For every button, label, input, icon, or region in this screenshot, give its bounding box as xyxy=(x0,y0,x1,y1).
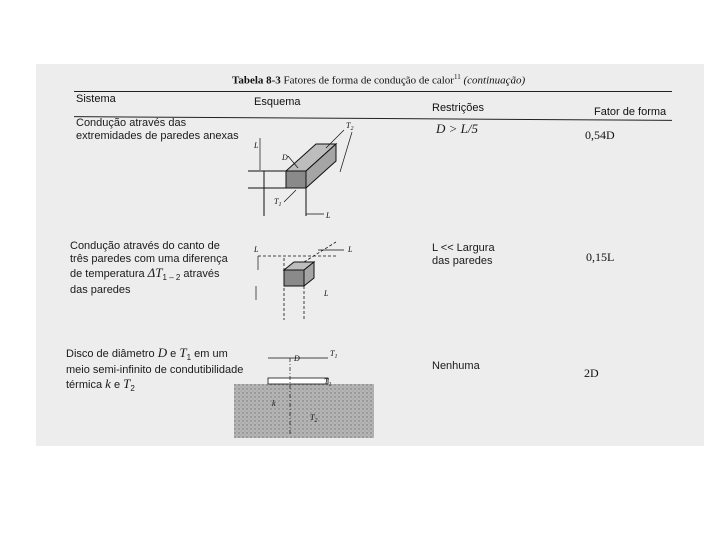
row3-label-T2: $T_2$ xyxy=(310,413,318,424)
row3-fator-value: 2D xyxy=(584,366,599,380)
row2-fator xyxy=(586,250,614,265)
row2-dash-diag xyxy=(304,242,336,262)
row2-label-Lbottom: L xyxy=(324,289,329,298)
table-caption xyxy=(232,73,525,87)
row3-disk xyxy=(268,378,328,384)
row2-restricao-line2: das paredes xyxy=(432,255,493,267)
row2-diagram xyxy=(248,232,368,322)
row2-sistema-line2: três paredes com uma diferença xyxy=(70,253,228,265)
row3-sistema-line1: Disco de diâmetro D e $T_1$ em um xyxy=(66,345,228,363)
row2-sistema-line5: das paredes xyxy=(70,284,131,297)
row2-sistema xyxy=(70,240,228,297)
row3-var-T2: T xyxy=(123,376,131,392)
caption-title: Fatores de forma de condução de calor xyxy=(283,74,454,87)
row3-fator xyxy=(584,366,599,381)
row2-sistema-line1: Condução através do canto de xyxy=(70,240,220,252)
row3-diagram xyxy=(234,344,374,438)
row3-var-T1: T xyxy=(179,345,187,360)
row2-restricao xyxy=(432,242,495,268)
row1-sistema-line1: Condução através das xyxy=(76,117,187,129)
row2-delta: ΔT xyxy=(147,265,163,280)
row2-cube-front xyxy=(284,270,304,286)
row2-delta-sub: 1 – 2 xyxy=(162,273,181,283)
caption-suffix: (continuação) xyxy=(463,74,526,87)
row3-sistema-line2: meio semi-infinito de condutibilidade xyxy=(66,364,244,377)
row1-arrow-T1 xyxy=(284,190,296,202)
header-restricoes: Restrições xyxy=(432,102,484,114)
row1-label-T2: $T_2$ xyxy=(346,121,354,132)
row2-restricao-line1: L << Largura xyxy=(432,242,495,254)
row1-label-Lbottom: L xyxy=(326,211,331,220)
header-fator: Fator de forma xyxy=(594,106,667,118)
row3-label-k: k xyxy=(272,399,276,408)
row1-sistema-line2: extremidades de paredes anexas xyxy=(76,130,239,142)
row1-sistema xyxy=(76,117,239,143)
row3-label-T1top: $T_1$ xyxy=(330,349,338,360)
row1-diagram xyxy=(244,116,374,224)
row3-var-k: k xyxy=(105,376,111,392)
row1-arrow-T2b xyxy=(340,132,352,172)
row1-label-T1: $T_1$ xyxy=(274,197,282,208)
row3-label-T1: $T_1$ xyxy=(324,377,332,388)
row3-label-D: D xyxy=(294,354,300,363)
row2-label-Lright: L xyxy=(348,245,353,254)
row3-sistema-line3: térmica k e $T_2$ xyxy=(66,376,135,394)
header-esquema: Esquema xyxy=(254,96,301,108)
header-sistema: Sistema xyxy=(76,93,116,105)
row1-edge-front xyxy=(286,171,306,188)
row1-restricao: D > L/5 xyxy=(436,121,479,136)
row1-label-D: D xyxy=(282,153,288,162)
row1-label-L: L xyxy=(254,141,259,150)
row3-sistema xyxy=(66,346,243,395)
header-top-rule xyxy=(74,91,672,92)
row1-fator-value: 0,54D xyxy=(585,128,615,142)
caption-number: Tabela 8-3 xyxy=(232,74,281,87)
row3-restricao: Nenhuma xyxy=(432,360,480,372)
row2-label-Lleft: L xyxy=(254,245,259,254)
row2-sistema-line3: de temperatura $\Delta T_{1 - 2}$ através xyxy=(70,265,220,283)
row2-fator-value: 0,15L xyxy=(586,250,615,264)
row1-fator xyxy=(585,128,615,143)
row3-medium xyxy=(234,384,374,438)
row3-var-D: D xyxy=(157,345,168,360)
caption-sup: 11 xyxy=(453,73,461,81)
